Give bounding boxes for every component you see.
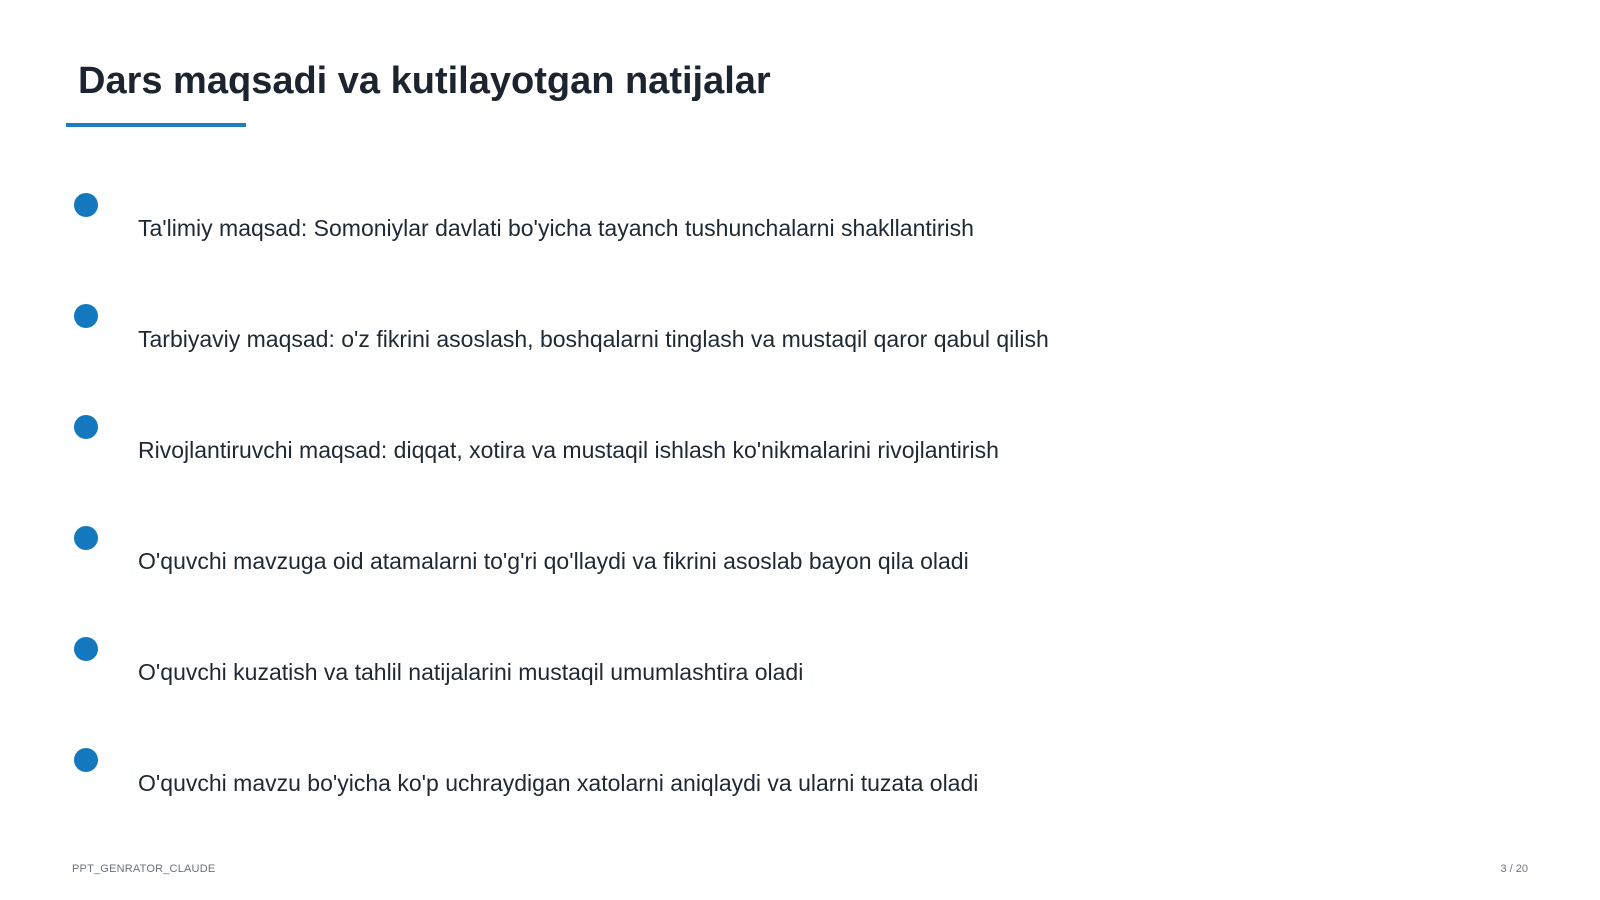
page-indicator: 3 / 20 [1500, 863, 1528, 875]
bullet-text: Ta'limiy maqsad: Somoniylar davlati bo'yicha tayanch tushunchalarni shakllantirish [138, 215, 974, 241]
bullet-text: Rivojlantiruvchi maqsad: diqqat, xotira va mustaqil ishlash ko'nikmalarini rivojlantirish [138, 437, 999, 463]
list-item [0, 748, 1500, 808]
title-underline [66, 123, 246, 127]
bullet-dot-icon [74, 637, 98, 661]
bullet-dot-icon [74, 193, 98, 217]
list-item [0, 193, 1500, 253]
list-item [0, 415, 1500, 475]
bullet-dot-icon [74, 304, 98, 328]
bullet-text: O'quvchi kuzatish va tahlil natijalarini mustaqil umumlashtira oladi [138, 659, 804, 685]
list-item [0, 526, 1500, 586]
list-item [0, 637, 1500, 697]
bullet-text: O'quvchi mavzu bo'yicha ko'p uchraydigan xatolarni aniqlaydi va ularni tuzata oladi [138, 770, 979, 796]
bullet-dot-icon [74, 526, 98, 550]
bullet-dot-icon [74, 748, 98, 772]
list-item [0, 304, 1500, 364]
bullet-text: O'quvchi mavzuga oid atamalarni to'g'ri qo'llaydi va fikrini asoslab bayon qila oladi [138, 548, 969, 574]
slide-title: Dars maqsadi va kutilayotgan natijalar [78, 60, 771, 102]
footer-brand: PPT_GENRATOR_CLAUDE [72, 863, 216, 875]
bullet-dot-icon [74, 415, 98, 439]
bullet-text: Tarbiyaviy maqsad: o'z fikrini asoslash, boshqalarni tinglash va mustaqil qaror qabul qilish [138, 326, 1049, 352]
